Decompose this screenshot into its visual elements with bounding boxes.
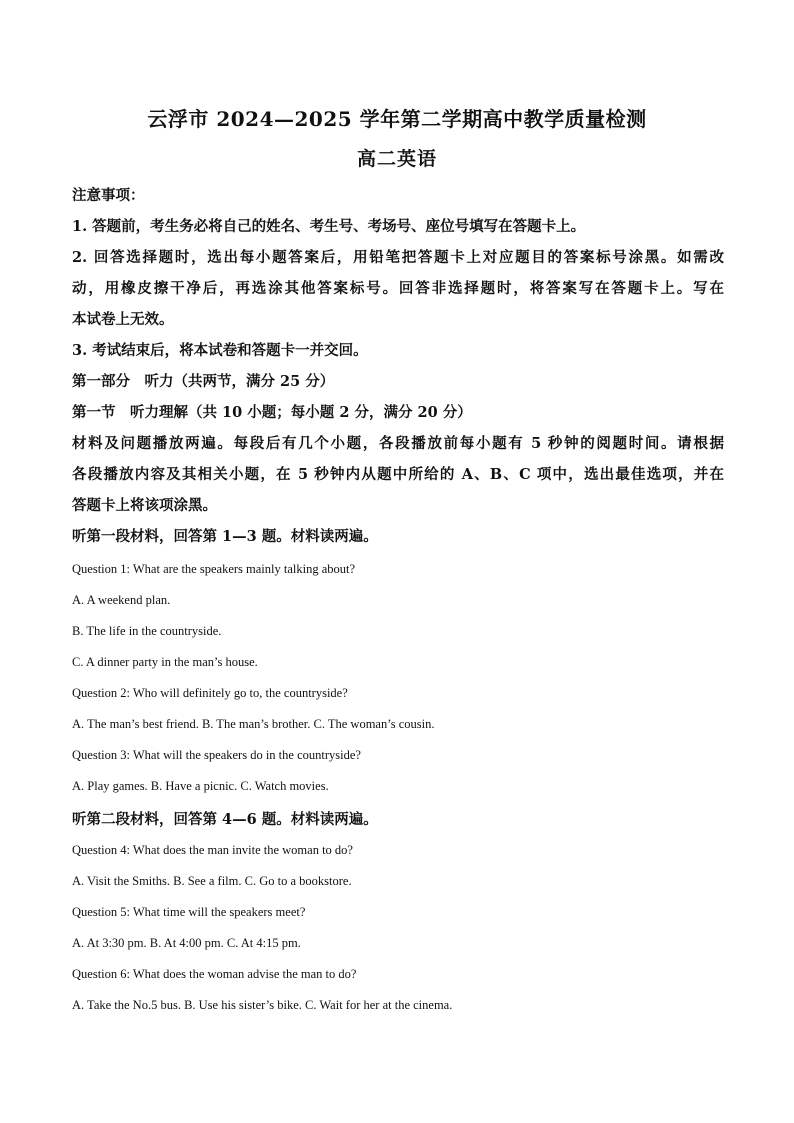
question-3-options: A. Play games. B. Have a picnic. C. Watch movies. bbox=[72, 779, 329, 793]
question-2: Question 2: Who will definitely go to, the countryside? bbox=[72, 686, 348, 700]
instructions-line-1: 材料及问题播放两遍。每段后有几个小题，各段播放前每小题有 5 秒钟的阅题时间。请根据 bbox=[72, 435, 724, 452]
question-1-option-b: B. The life in the countryside. bbox=[72, 624, 222, 638]
instructions-line-3: 答题卡上将该项涂黑。 bbox=[72, 497, 217, 514]
instructions-line-2: 各段播放内容及其相关小题，在 5 秒钟内从题中所给的 A、B、C 项中，选出最佳选项，并在 bbox=[72, 466, 724, 483]
question-6-options: A. Take the No.5 bus. B. Use his sister’s bike. C. Wait for her at the cinema. bbox=[72, 998, 453, 1012]
question-1-option-a: A. A weekend plan. bbox=[72, 593, 171, 607]
notice-heading: 注意事项： bbox=[72, 187, 145, 204]
notice-item-3: 3. 考试结束后，将本试卷和答题卡一并交回。 bbox=[72, 342, 368, 359]
question-4-options: A. Visit the Smiths. B. See a film. C. Go to a bookstore. bbox=[72, 874, 352, 888]
part1-heading: 第一部分 听力（共两节，满分 25 分） bbox=[72, 373, 335, 390]
question-5: Question 5: What time will the speakers meet? bbox=[72, 905, 306, 919]
question-1: Question 1: What are the speakers mainly talking about? bbox=[72, 562, 356, 576]
question-6: Question 6: What does the woman advise the man to do? bbox=[72, 967, 357, 981]
exam-subject: 高二英语 bbox=[356, 148, 437, 170]
passage1-heading: 听第一段材料，回答第 1—3 题。材料读两遍。 bbox=[72, 528, 378, 545]
question-5-options: A. At 3:30 pm. B. At 4:00 pm. C. At 4:15 pm. bbox=[72, 936, 301, 950]
question-1-option-c: C. A dinner party in the man’s house. bbox=[72, 655, 258, 669]
notice-item-2-line-1: 2. 回答选择题时，选出每小题答案后，用铅笔把答题卡上对应题目的答案标号涂黑。如需改 bbox=[72, 249, 724, 266]
question-3: Question 3: What will the speakers do in the countryside? bbox=[72, 748, 361, 762]
notice-item-2-line-2: 动，用橡皮擦干净后，再选涂其他答案标号。回答非选择题时，将答案写在答题卡上。写在 bbox=[72, 280, 724, 297]
question-4: Question 4: What does the man invite the woman to do? bbox=[72, 843, 353, 857]
exam-title: 云浮市 2024—2025 学年第二学期高中教学质量检测 bbox=[147, 107, 647, 131]
notice-item-2-line-3: 本试卷上无效。 bbox=[72, 311, 174, 328]
question-2-options: A. The man’s best friend. B. The man’s brother. C. The woman’s cousin. bbox=[72, 717, 435, 731]
notice-item-1: 1. 答题前，考生务必将自己的姓名、考生号、考场号、座位号填写在答题卡上。 bbox=[72, 218, 586, 235]
passage2-heading: 听第二段材料，回答第 4—6 题。材料读两遍。 bbox=[72, 811, 378, 828]
section1-heading: 第一节 听力理解（共 10 小题；每小题 2 分，满分 20 分） bbox=[72, 404, 472, 421]
